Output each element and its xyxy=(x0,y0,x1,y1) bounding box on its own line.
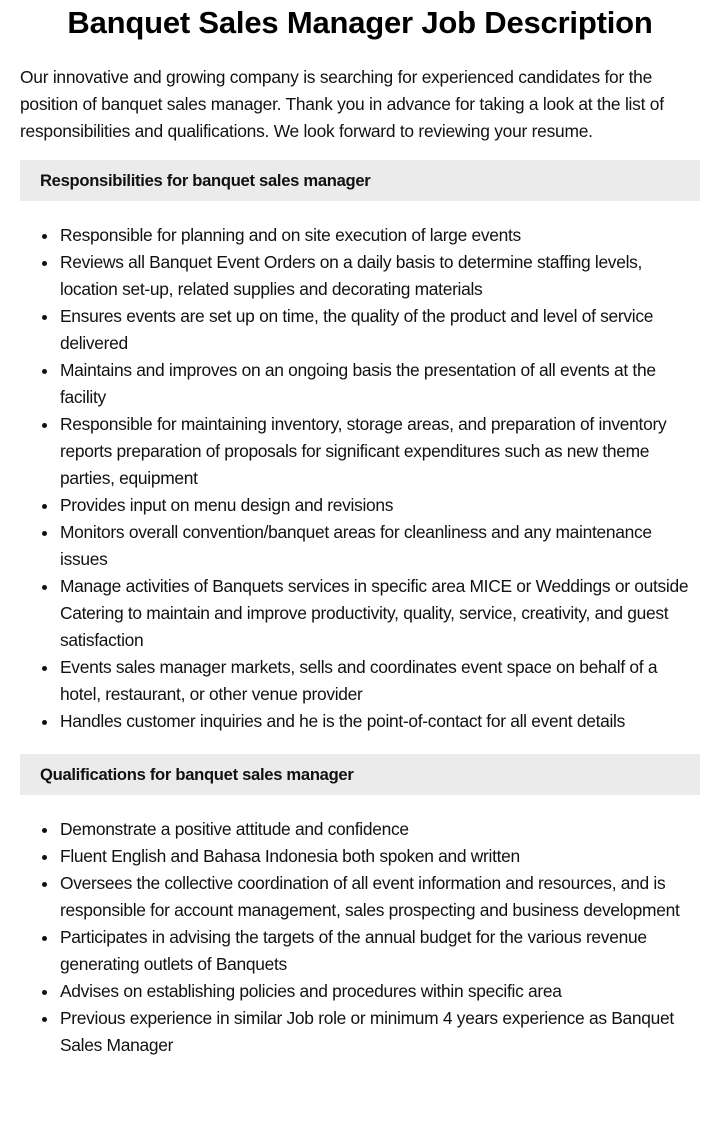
qualifications-list xyxy=(20,816,700,1059)
list-item: Ensures events are set up on time, the quality of the product and level of service delivered xyxy=(20,303,700,357)
list-item: Advises on establishing policies and procedures within specific area xyxy=(20,978,700,1005)
list-item: Provides input on menu design and revisions xyxy=(20,492,700,519)
list-item: Participates in advising the targets of the annual budget for the various revenue generating outlets of Banquets xyxy=(20,924,700,978)
list-item: Maintains and improves on an ongoing basis the presentation of all events at the facility xyxy=(20,357,700,411)
list-item: Events sales manager markets, sells and coordinates event space on behalf of a hotel, restaurant, or other venue provider xyxy=(20,654,700,708)
intro-paragraph: Our innovative and growing company is searching for experienced candidates for the position of banquet sales manager. Thank you in advance for taking a look at the list of responsibilities and qualifications. We look forward to reviewing your resume. xyxy=(20,67,664,141)
list-item: Responsible for planning and on site execution of large events xyxy=(20,222,700,249)
list-item: Fluent English and Bahasa Indonesia both spoken and written xyxy=(20,843,700,870)
list-item: Handles customer inquiries and he is the point-of-contact for all event details xyxy=(20,708,700,735)
list-item: Previous experience in similar Job role or minimum 4 years experience as Banquet Sales Manager xyxy=(20,1005,700,1059)
list-item: Demonstrate a positive attitude and confidence xyxy=(20,816,700,843)
list-item: Oversees the collective coordination of all event information and resources, and is responsible for account management, sales prospecting and business development xyxy=(20,870,700,924)
list-item: Manage activities of Banquets services in specific area MICE or Weddings or outside Catering to maintain and improve productivity, quality, service, creativity, and guest satisfaction xyxy=(20,573,700,654)
list-item: Responsible for maintaining inventory, storage areas, and preparation of inventory reports preparation of proposals for significant expenditures such as new theme parties, equipment xyxy=(20,411,700,492)
qualifications-heading: Qualifications for banquet sales manager xyxy=(20,754,700,795)
responsibilities-list xyxy=(20,222,700,735)
page-title: Banquet Sales Manager Job Description xyxy=(67,5,653,40)
list-item: Monitors overall convention/banquet areas for cleanliness and any maintenance issues xyxy=(20,519,700,573)
list-item: Reviews all Banquet Event Orders on a daily basis to determine staffing levels, location set-up, related supplies and decorating materials xyxy=(20,249,700,303)
responsibilities-heading: Responsibilities for banquet sales manager xyxy=(20,160,700,201)
